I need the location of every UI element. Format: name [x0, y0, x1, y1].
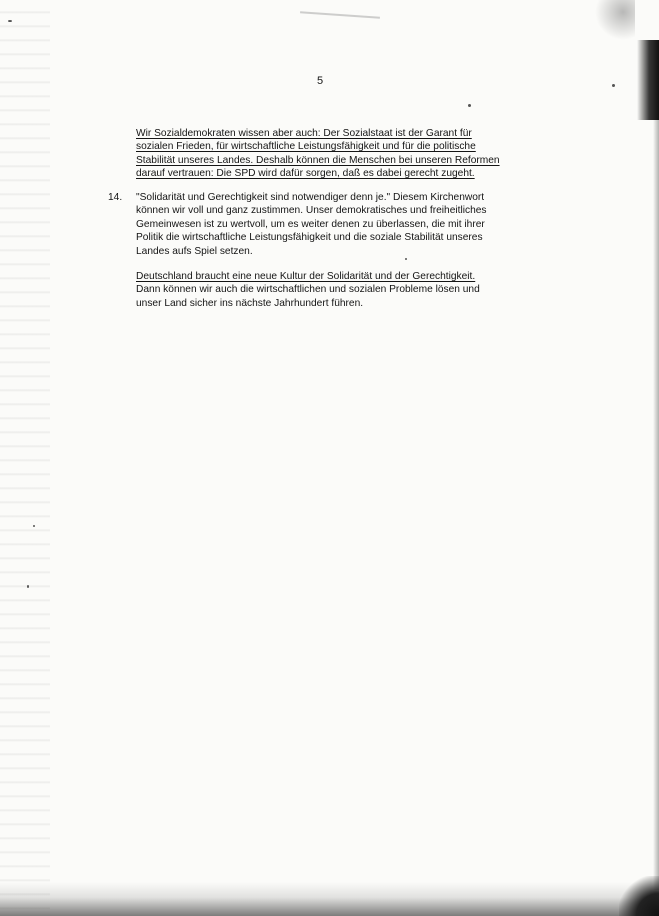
text-line: darauf vertrauen: Die SPD wird dafür sorgen, daß es dabei gerecht zugeht. — [136, 168, 475, 180]
text-line: sozialen Frieden, für wirtschaftliche Leistungsfähigkeit und für die politische — [136, 141, 476, 153]
scan-speck — [27, 585, 29, 588]
item-number: 14. — [108, 192, 123, 203]
text-line: Stabilität unseres Landes. Deshalb können die Menschen bei unseren Reformen — [136, 154, 500, 166]
scan-speck — [468, 104, 471, 107]
scan-top-right-smudge — [595, 0, 635, 40]
text-line: unser Land sicher ins nächste Jahrhundert führen. — [136, 297, 364, 309]
paragraph-social-state — [136, 127, 536, 181]
scan-right-edge-shadow — [637, 40, 659, 120]
text-line: Landes aufs Spiel setzen. — [136, 245, 253, 257]
paragraph-item-14 — [136, 191, 536, 258]
scan-bottom-edge-shadow — [0, 882, 659, 916]
text-line: Politik die wirtschaftliche Leistungsfähigkeit und die soziale Stabilität unseres — [136, 232, 483, 244]
scan-top-smudge — [300, 11, 380, 19]
scan-speck — [33, 525, 35, 527]
text-line: Wir Sozialdemokraten wissen aber auch: Der Sozialstaat ist der Garant für — [136, 128, 472, 139]
text-line-underlined: Deutschland braucht eine neue Kultur der Solidarität und der Gerechtigkeit. — [136, 271, 476, 282]
text-line: Dann können wir auch die wirtschaftlichen und sozialen Probleme lösen und — [136, 284, 480, 296]
text-line: "Solidarität und Gerechtigkeit sind notwendiger denn je." Diesem Kirchenwort — [136, 192, 485, 203]
scan-speck — [8, 20, 12, 22]
scan-right-edge-strip — [653, 120, 659, 890]
scan-speck — [405, 258, 407, 260]
text-line: Gemeinwesen ist zu wertvoll, um es weiter denen zu überlassen, die mit ihrer — [136, 218, 485, 230]
page-number: 5 — [316, 75, 324, 87]
scan-speck — [612, 84, 615, 87]
text-line: können wir voll und ganz zustimmen. Unser demokratisches und freiheitliches — [136, 205, 487, 217]
paragraph-new-culture — [136, 270, 536, 310]
scan-left-margin-noise — [0, 0, 50, 916]
scan-bottom-right-corner — [619, 876, 659, 916]
